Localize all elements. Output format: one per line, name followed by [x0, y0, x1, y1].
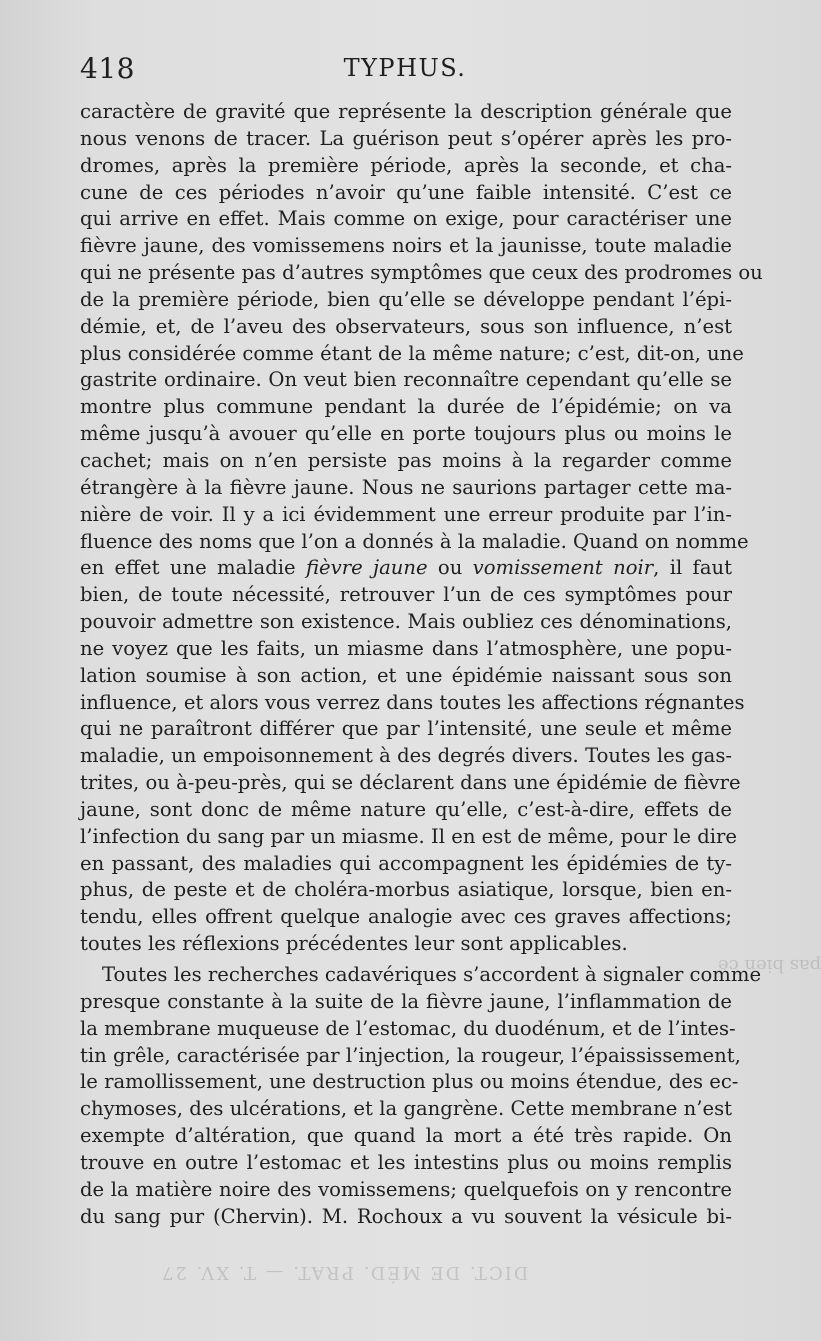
text-line: lation soumise à son action, et une épidémie naissant sous son: [80, 663, 732, 687]
text-line: de la matière noire des vomissemens; quelquefois on y rencontre: [80, 1177, 732, 1201]
text-line: qui ne paraîtront différer que par l’intensité, une seule et même: [80, 717, 732, 741]
text-line: même jusqu’à avouer qu’elle en porte toujours plus ou moins le: [80, 422, 732, 446]
text-segment: ou: [427, 556, 473, 580]
text-line: jaune, sont donc de même nature qu’elle, c’est-à-dire, effets de: [80, 797, 732, 821]
text-line: cachet; mais on n’en persiste pas moins à la regarder comme: [80, 448, 732, 472]
text-line: la membrane muqueuse de l’estomac, du duodénum, et de l’intes-: [80, 1016, 736, 1040]
text-line: fièvre jaune, des vomissemens noirs et la jaunisse, toute maladie: [80, 234, 732, 258]
text-line: pouvoir admettre son existence. Mais oubliez ces dénominations,: [80, 610, 732, 634]
text-line: ne voyez que les faits, un miasme dans l’atmosphère, une popu-: [80, 636, 732, 660]
text-line: qui arrive en effet. Mais comme on exige, pour caractériser une: [80, 207, 732, 231]
body-text: [80, 99, 763, 1230]
text-line: nière de voir. Il y a ici évidemment une erreur produite par l’in-: [80, 502, 732, 526]
text-segment: en effet une maladie: [80, 556, 306, 580]
text-line: phus, de peste et de choléra-morbus asiatique, lorsque, bien en-: [80, 878, 732, 902]
text-line: plus considérée comme étant de la même nature; c’est, dit-on, une: [80, 341, 744, 365]
page-number: 418: [80, 52, 135, 85]
text-segment: , il faut: [653, 556, 732, 580]
text-line: tin grêle, caractérisée par l’injection, la rougeur, l’épaississement,: [80, 1043, 741, 1067]
text-line: dromes, après la première période, après la seconde, et cha-: [80, 153, 732, 177]
text-line: le ramollissement, une destruction plus ou moins étendue, des ec-: [80, 1070, 739, 1094]
text-line: démie, et, de l’aveu des observateurs, sous son influence, n’est: [80, 314, 732, 338]
text-line: fluence des noms que l’on a donnés à la maladie. Quand on nomme: [80, 529, 749, 553]
paragraph-1: [80, 99, 763, 958]
text-line: influence, et alors vous verrez dans toutes les affections régnantes: [80, 690, 745, 714]
page-header: [80, 52, 730, 86]
text-line: cune de ces périodes n’avoir qu’une faible intensité. C’est ce: [80, 180, 732, 204]
text-line: toutes les réflexions précédentes leur sont applicables.: [80, 932, 628, 956]
text-line: montre plus commune pendant la durée de l’épidémie; on va: [80, 395, 732, 419]
text-line: Toutes les recherches cadavériques s’accordent à signaler comme: [102, 963, 762, 986]
text-line: gastrite ordinaire. On veut bien reconnaître cependant qu’elle se: [80, 368, 732, 392]
text-line: en passant, des maladies qui accompagnent les épidémies de ty-: [80, 851, 732, 875]
running-title: TYPHUS.: [343, 54, 467, 82]
paragraph-2: [80, 962, 762, 1230]
text-line: trouve en outre l’estomac et les intestins plus ou moins remplis: [80, 1150, 732, 1174]
text-line: exempte d’altération, que quand la mort a été très rapide. On: [80, 1124, 732, 1148]
text-line: maladie, un empoisonnement à des degrés divers. Toutes les gas-: [80, 744, 732, 768]
text-line: nous venons de tracer. La guérison peut s’opérer après les pro-: [80, 126, 732, 150]
text-line: du sang pur (Chervin). M. Rochoux a vu souvent la vésicule bi-: [80, 1204, 732, 1228]
text-line: étrangère à la fièvre jaune. Nous ne saurions partager cette ma-: [80, 475, 732, 499]
text-line: presque constante à la suite de la fièvre jaune, l’inflammation de: [80, 989, 732, 1013]
italic-term: vomissement noir: [472, 556, 654, 580]
show-through-margin: pas bien ce: [718, 955, 821, 976]
text-line: de la première période, bien qu’elle se développe pendant l’épi-: [80, 287, 732, 311]
text-line: caractère de gravité que représente la description générale que: [80, 100, 732, 123]
text-line: tendu, elles offrent quelque analogie avec ces graves affections;: [80, 905, 732, 929]
text-line-with-italics: [80, 555, 732, 582]
text-line: qui ne présente pas d’autres symptômes que ceux des prodromes ou: [80, 261, 763, 285]
text-line: bien, de toute nécessité, retrouver l’un de ces symptômes pour: [80, 583, 732, 607]
text-line: trites, ou à-peu-près, qui se déclarent dans une épidémie de fièvre: [80, 771, 741, 795]
text-line: chymoses, des ulcérations, et la gangrène. Cette membrane n’est: [80, 1097, 732, 1121]
text-line: l’infection du sang par un miasme. Il en est de même, pour le dire: [80, 824, 738, 848]
italic-term: fièvre jaune: [305, 556, 428, 580]
show-through-footer: DICT. DE MÉD. PRAT. — T. XV. 27: [160, 1262, 529, 1283]
